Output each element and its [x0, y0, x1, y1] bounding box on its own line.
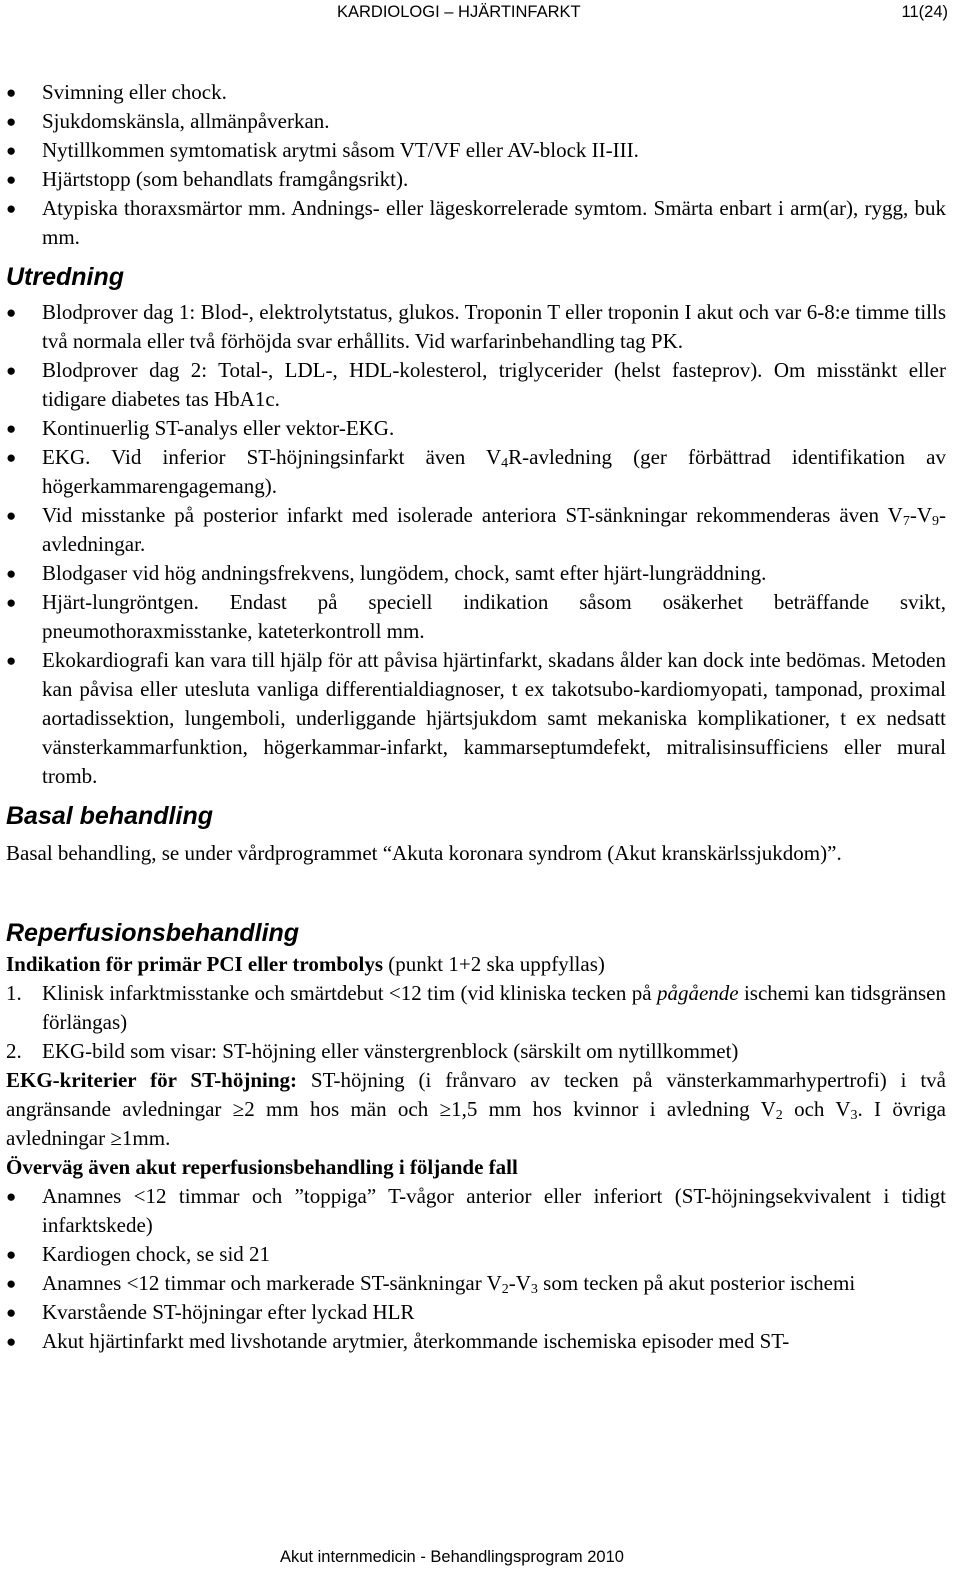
page-header	[0, 3, 948, 27]
list-item: ● Kontinuerlig ST-analys eller vektor-EKG.	[6, 414, 946, 443]
bullet-icon: ●	[6, 564, 17, 583]
bullet-icon: ●	[6, 112, 17, 131]
list-item: ● Kardiogen chock, se sid 21	[6, 1240, 946, 1269]
bullet-icon: ●	[6, 651, 17, 670]
numbered-item-2: 2. EKG-bild som visar: ST-höjning eller vänstergrenblock (särskilt om nytillkommet)	[6, 1039, 739, 1063]
section-heading-reperfusion: Reperfusionsbehandling	[6, 919, 300, 947]
section-heading-utredning: Utredning	[6, 263, 125, 291]
list-item: ● Hjärt-lungröntgen. Endast på speciell indikation såsom osäkerhet beträffande svikt, pneumothoraxmisstanke, kateterkontroll mm.	[6, 590, 946, 643]
basal-text: Basal behandling, se under vårdprogrammet “Akuta koronara syndrom (Akut kranskärlssjukdom)”.	[6, 841, 842, 865]
bullet-icon: ●	[6, 1332, 17, 1351]
consider-heading: Överväg även akut reperfusionsbehandling i följande fall	[6, 1155, 518, 1179]
consider-list	[6, 1182, 946, 1356]
list-item: ● Vid misstanke på posterior infarkt med isolerade anteriora ST-sänkningar rekommenderas även $V_7-V_9$-avledningar.	[6, 503, 946, 556]
bullet-icon: ●	[6, 506, 17, 525]
list-item: ● Ekokardiografi kan vara till hjälp för att påvisa hjärtinfarkt, skadans ålder kan dock inte bedömas. Metoden kan påvisa eller utesluta vanliga differentialdiagnoser, t ex takotsubo-kardiomyopati, tamponad, proximal aortadissektion, lungemboli, underliggande hjärtsjukdom samt mekaniska komplikationer, t ex nedsatt vänsterkammarfunktion, högerkammar-infarkt, kammarseptumdefekt, mitralisinsufficiens eller mural tromb.	[6, 648, 946, 788]
bullet-icon: ●	[6, 448, 17, 467]
bullet-icon: ●	[6, 83, 17, 102]
ekg-criteria: EKG-kriterier för ST-höjning: ST-höjning (i frånvaro av tecken på vänsterkammarhypertrofi) i två angränsande avledningar ≥2 mm hos män och ≥1,5 mm hos kvinnor i avledning $V_2$ och $V_3$. I övriga avledningar ≥1mm.	[6, 1068, 946, 1150]
section-heading-basal: Basal behandling	[6, 802, 213, 830]
bullet-icon: ●	[6, 593, 17, 612]
list-item: ● Akut hjärtinfarkt med livshotande arytmier, återkommande ischemiska episoder med ST-	[6, 1327, 946, 1356]
bullet-icon: ●	[6, 303, 17, 322]
bullet-icon: ●	[6, 141, 17, 160]
list-item: ● Kvarstående ST-höjningar efter lyckad HLR	[6, 1298, 946, 1327]
list-item: ● Hjärtstopp (som behandlats framgångsrikt).	[6, 165, 946, 194]
list-item: ● Svimning eller chock.	[6, 78, 946, 107]
document-content	[6, 78, 946, 1356]
numbered-item-1: 1. Klinisk infarktmisstanke och smärtdebut <12 tim (vid kliniska tecken på pågående ischemi kan tidsgränsen förlängas)	[6, 981, 946, 1034]
list-item: ● Anamnes <12 timmar och ”toppiga” T-vågor anterior eller inferiort (ST-höjningsekvivalent i tidigt infarktskede)	[6, 1184, 946, 1237]
bullet-icon: ●	[6, 199, 17, 218]
page-number: 11(24)	[901, 3, 948, 21]
header-title: KARDIOLOGI – HJÄRTINFARKT	[337, 3, 581, 21]
bullet-icon: ●	[6, 361, 17, 380]
symptom-list	[6, 78, 946, 252]
list-item: ● Sjukdomskänsla, allmänpåverkan.	[6, 107, 946, 136]
list-item: ● Blodprover dag 1: Blod-, elektrolytstatus, glukos. Troponin T eller troponin I akut och var 6-8:e timme tills två normala eller två förhöjda svar erhållits. Vid warfarinbehandling tag PK.	[6, 300, 946, 353]
list-item: ● Blodgaser vid hög andningsfrekvens, lungödem, chock, samt efter hjärt-lungräddning.	[6, 559, 946, 588]
list-item: ● EKG. Vid inferior ST-höjningsinfarkt även $V_4R$-avledning (ger förbättrad identifikation av högerkammarengagemang).	[6, 445, 946, 498]
bullet-icon: ●	[6, 1245, 17, 1264]
list-item: ● Anamnes <12 timmar och markerade ST-sänkningar $V_2-V_3$ som tecken på akut posterior ischemi	[6, 1271, 856, 1297]
bullet-icon: ●	[6, 1274, 17, 1293]
utredning-list	[6, 298, 946, 791]
bullet-icon: ●	[6, 1303, 17, 1322]
list-item: ● Nytillkommen symtomatisk arytmi såsom VT/VF eller AV-block II-III.	[6, 136, 946, 165]
bullet-icon: ●	[6, 419, 17, 438]
bullet-icon: ●	[6, 1187, 17, 1206]
page-footer: Akut internmedicin - Behandlingsprogram 2010	[280, 1548, 624, 1566]
list-item: ● Atypiska thoraxsmärtor mm. Andnings- eller lägeskorrelerade symtom. Smärta enbart i arm(ar), rygg, buk mm.	[6, 196, 946, 249]
list-item: ● Blodprover dag 2: Total-, LDL-, HDL-kolesterol, triglycerider (helst fasteprov). Om misstänkt eller tidigare diabetes tas HbA1c.	[6, 358, 946, 411]
indication-line: Indikation för primär PCI eller trombolys (punkt 1+2 ska uppfyllas)	[6, 952, 605, 976]
bullet-icon: ●	[6, 170, 17, 189]
